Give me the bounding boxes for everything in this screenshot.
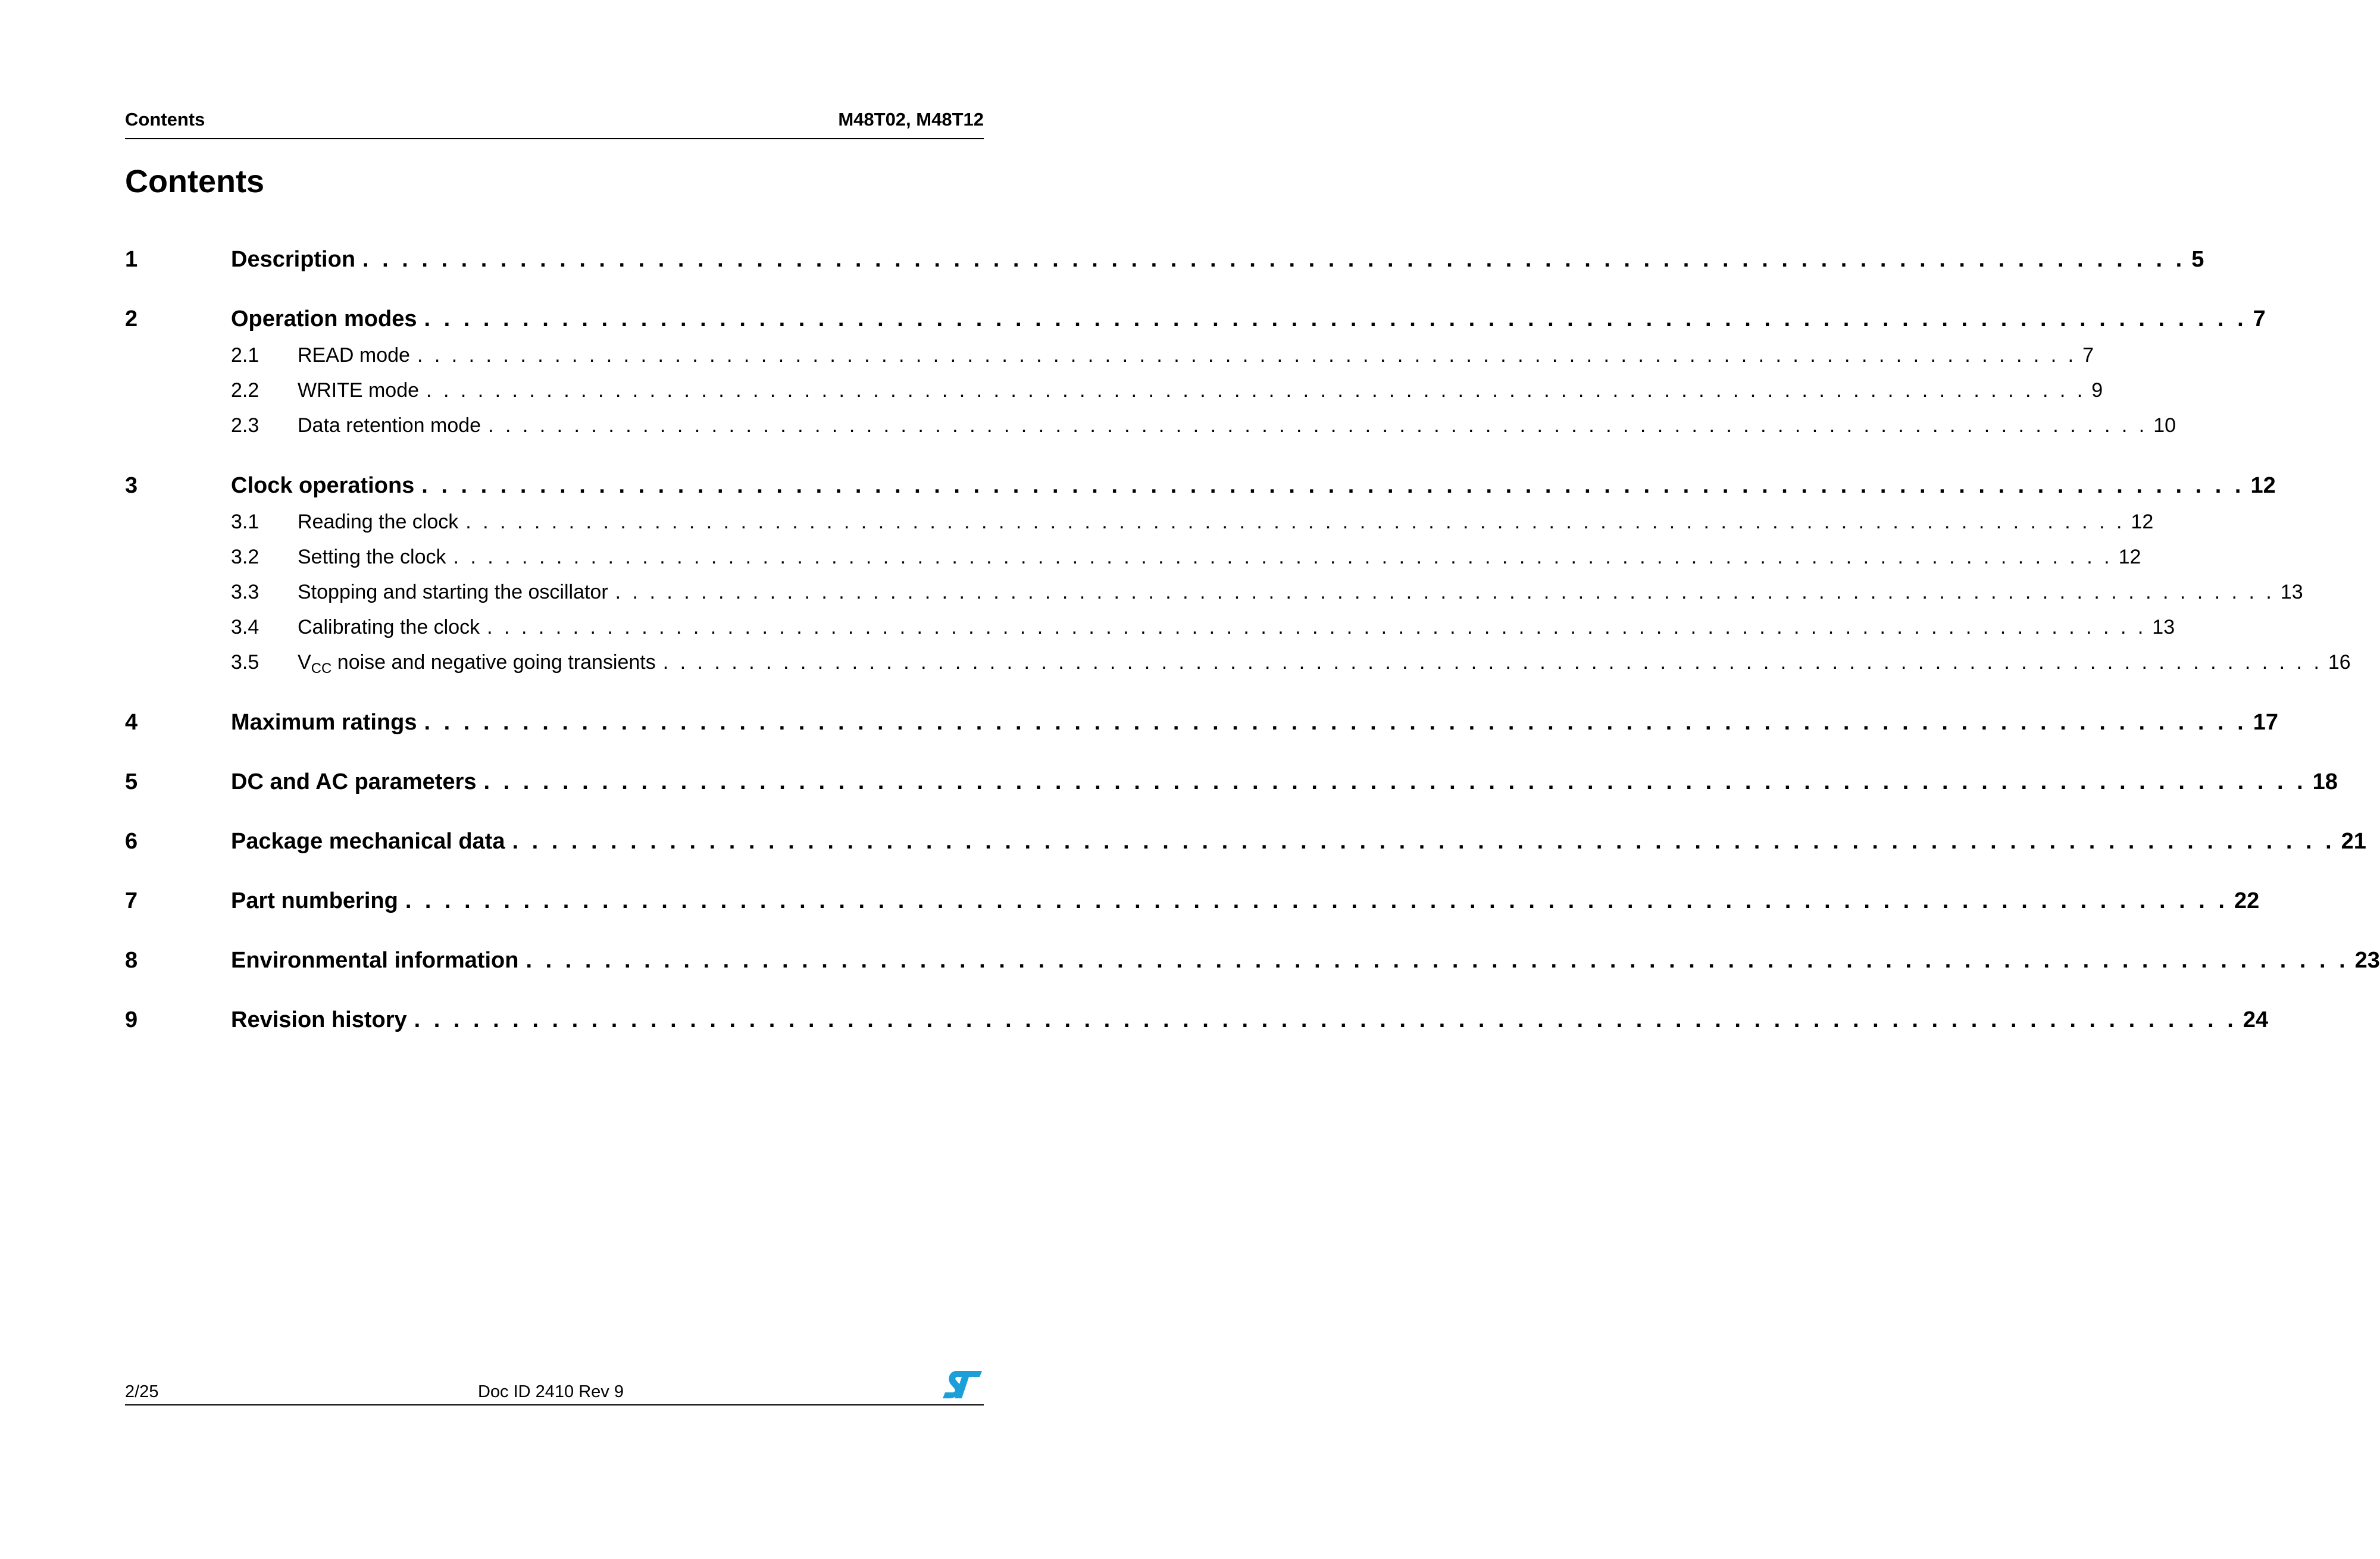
dot-leader: . . . . . . . . . . . . . . . . . . . . . . . . . . . . . . . . . . . . . . . . . . . . . . . . . . . . . . . . . . . . . . . . . . . . . . . . . . . . . . . . . . . . . . . . . . . . . . . . . [465,511,2125,533]
toc-entry-title: Data retention mode [298,414,481,437]
toc-entry-page: 7 [2082,344,2094,367]
dot-leader: . . . . . . . . . . . . . . . . . . . . . . . . . . . . . . . . . . . . . . . . . . . . . . . . . . . . . . . . . . . . . . . . . . . . . . . . . . . . . . . . . . . . . . . . . . . . . . . . . [426,379,2086,402]
toc-entry-page: 5 [2191,247,2204,272]
toc-entry-page: 21 [2341,829,2366,854]
toc-entry-page: 18 [2312,769,2338,794]
toc-entry-title: Clock operations [231,473,415,498]
toc-entry-title-rest: noise and negative going transients [331,651,656,674]
toc-entry-number: 2 [125,306,138,331]
toc-entry-page: 7 [2253,306,2266,331]
toc-entry-title [298,651,656,677]
toc-entry-6[interactable] [125,829,2366,859]
toc-entry-page: 10 [2153,414,2176,437]
toc-entry-number: 4 [125,710,138,735]
toc-entry-number: 3.2 [231,546,259,568]
toc-entry-3[interactable] [125,473,2276,503]
dot-leader: . . . . . . . . . . . . . . . . . . . . . . . . . . . . . . . . . . . . . . . . . . . . . . . . . . . . . . . . . . . . . . . . . . . . . . . . . . . . . . . . . . . . . . . . . . . . . [362,247,2186,272]
toc-entry-number: 3.5 [231,651,259,674]
toc-entry-8[interactable] [125,948,2380,978]
toc-entry-number: 2.1 [231,344,259,367]
toc-entry-title: Description [231,247,356,272]
toc-entry-number: 1 [125,247,138,272]
toc-entry-page: 13 [2280,581,2303,603]
dot-leader: . . . . . . . . . . . . . . . . . . . . . . . . . . . . . . . . . . . . . . . . . . . . . . . . . . . . . . . . . . . . . . . . . . . . . . . . . . . . . . . . . . . . . . . . . . . . . . . . . [488,414,2148,437]
running-header-product: M48T02, M48T12 [838,109,984,130]
toc-entry-title: WRITE mode [298,379,420,402]
toc-entry-7[interactable] [125,888,2260,918]
document-id: Doc ID 2410 Rev 9 [477,1382,624,1401]
toc-entry-1[interactable] [125,247,2204,277]
toc-entry-page: 24 [2243,1007,2269,1032]
toc-entry-title: Maximum ratings [231,710,417,735]
dot-leader: . . . . . . . . . . . . . . . . . . . . . . . . . . . . . . . . . . . . . . . . . . . . . . . . . . . . . . . . . . . . . . . . . . . . . . . . . . . . . . . . . . . . . . . . . . . . . . . . . [615,581,2275,603]
toc-entry-3-4[interactable] [125,616,2175,646]
toc-entry-number: 3.4 [231,616,259,638]
toc-entry-2[interactable] [125,306,2266,336]
toc-entry-4[interactable] [125,710,2278,740]
dot-leader: . . . . . . . . . . . . . . . . . . . . . . . . . . . . . . . . . . . . . . . . . . . . . . . . . . . . . . . . . . . . . . . . . . . . . . . . . . . . . . . . . . . . . . . . . . . . . [483,769,2307,794]
dot-leader: . . . . . . . . . . . . . . . . . . . . . . . . . . . . . . . . . . . . . . . . . . . . . . . . . . . . . . . . . . . . . . . . . . . . . . . . . . . . . . . . . . . . . . . . . . . . . [414,1007,2237,1032]
toc-entry-page: 12 [2118,546,2141,568]
toc-entry-number: 3.1 [231,511,259,533]
vcc-subscript: CC [311,660,332,677]
header-divider [125,138,984,139]
toc-entry-3-3[interactable] [125,581,2303,611]
toc-entry-title: DC and AC parameters [231,769,477,794]
toc-entry-9[interactable] [125,1007,2269,1037]
footer-divider [125,1404,984,1405]
toc-entry-number: 9 [125,1007,138,1032]
toc-entry-title: Environmental information [231,948,519,973]
st-logo-icon [942,1370,983,1400]
toc-entry-number: 2.2 [231,379,259,402]
toc-entry-page: 22 [2234,888,2260,913]
toc-entry-title: Part numbering [231,888,398,913]
toc-entry-2-2[interactable] [125,379,2103,409]
toc-entry-number: 7 [125,888,138,913]
dot-leader: . . . . . . . . . . . . . . . . . . . . . . . . . . . . . . . . . . . . . . . . . . . . . . . . . . . . . . . . . . . . . . . . . . . . . . . . . . . . . . . . . . . . . . . . . . . . . . . . . [417,344,2077,367]
dot-leader: . . . . . . . . . . . . . . . . . . . . . . . . . . . . . . . . . . . . . . . . . . . . . . . . . . . . . . . . . . . . . . . . . . . . . . . . . . . . . . . . . . . . . . . . . . . . . . . . . [662,651,2322,674]
toc-entry-page: 13 [2152,616,2175,638]
toc-entry-title: Setting the clock [298,546,446,568]
page-number: 2/25 [125,1382,159,1401]
dot-leader: . . . . . . . . . . . . . . . . . . . . . . . . . . . . . . . . . . . . . . . . . . . . . . . . . . . . . . . . . . . . . . . . . . . . . . . . . . . . . . . . . . . . . . . . . . . . . . . . . [487,616,2147,638]
toc-entry-title: Revision history [231,1007,407,1032]
toc-entry-number: 6 [125,829,138,854]
toc-entry-page: 12 [2250,473,2276,498]
toc-entry-title: Package mechanical data [231,829,505,854]
page-title: Contents [125,164,264,199]
dot-leader: . . . . . . . . . . . . . . . . . . . . . . . . . . . . . . . . . . . . . . . . . . . . . . . . . . . . . . . . . . . . . . . . . . . . . . . . . . . . . . . . . . . . . . . . . . . . . . . . . [453,546,2113,568]
vcc-symbol: V [298,651,311,674]
toc-entry-5[interactable] [125,769,2338,799]
toc-entry-3-2[interactable] [125,546,2141,575]
toc-entry-page: 16 [2328,651,2351,674]
toc-entry-3-5[interactable] [125,651,2351,681]
toc-entry-page: 17 [2253,710,2278,735]
toc-entry-title: READ mode [298,344,410,367]
toc-entry-title: Calibrating the clock [298,616,480,638]
dot-leader: . . . . . . . . . . . . . . . . . . . . . . . . . . . . . . . . . . . . . . . . . . . . . . . . . . . . . . . . . . . . . . . . . . . . . . . . . . . . . . . . . . . . . . . . . . . . . [512,829,2335,854]
toc-entry-page: 23 [2354,948,2380,973]
toc-entry-number: 2.3 [231,414,259,437]
toc-entry-page: 12 [2131,511,2154,533]
toc-entry-title: Stopping and starting the oscillator [298,581,608,603]
running-header-section: Contents [125,109,205,130]
toc-entry-number: 5 [125,769,138,794]
dot-leader: . . . . . . . . . . . . . . . . . . . . . . . . . . . . . . . . . . . . . . . . . . . . . . . . . . . . . . . . . . . . . . . . . . . . . . . . . . . . . . . . . . . . . . . . . . . . . [405,888,2228,913]
dot-leader: . . . . . . . . . . . . . . . . . . . . . . . . . . . . . . . . . . . . . . . . . . . . . . . . . . . . . . . . . . . . . . . . . . . . . . . . . . . . . . . . . . . . . . . . . . . . . [526,948,2349,973]
toc-entry-number: 3 [125,473,138,498]
dot-leader: . . . . . . . . . . . . . . . . . . . . . . . . . . . . . . . . . . . . . . . . . . . . . . . . . . . . . . . . . . . . . . . . . . . . . . . . . . . . . . . . . . . . . . . . . . . . . [424,306,2247,331]
dot-leader: . . . . . . . . . . . . . . . . . . . . . . . . . . . . . . . . . . . . . . . . . . . . . . . . . . . . . . . . . . . . . . . . . . . . . . . . . . . . . . . . . . . . . . . . . . . . . [421,473,2245,498]
dot-leader: . . . . . . . . . . . . . . . . . . . . . . . . . . . . . . . . . . . . . . . . . . . . . . . . . . . . . . . . . . . . . . . . . . . . . . . . . . . . . . . . . . . . . . . . . . . . . [424,710,2247,735]
toc-entry-number: 8 [125,948,138,973]
toc-entry-page: 9 [2091,379,2103,402]
toc-entry-3-1[interactable] [125,511,2154,540]
toc-entry-2-3[interactable] [125,414,2176,444]
toc-entry-title: Reading the clock [298,511,459,533]
toc-entry-title: Operation modes [231,306,417,331]
toc-entry-number: 3.3 [231,581,259,603]
toc-entry-2-1[interactable] [125,344,2094,374]
